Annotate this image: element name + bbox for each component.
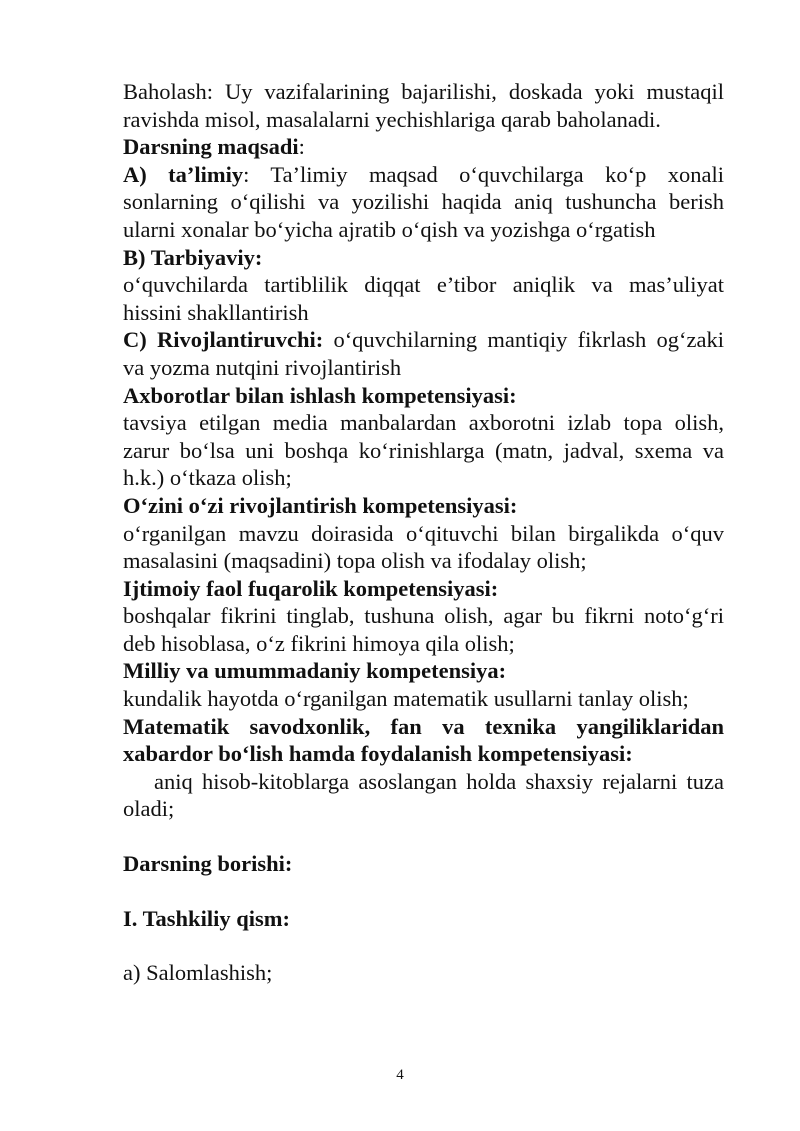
maqsad-colon: : — [298, 134, 305, 160]
rivojlantiruvchi-paragraph — [123, 326, 724, 381]
document-body — [123, 78, 724, 987]
borishi-heading: Darsning borishi: — [123, 851, 293, 877]
tashkiliy-heading: I. Tashkiliy qism: — [123, 905, 290, 931]
maqsad-heading: Darsning maqsadi — [123, 134, 299, 160]
ozini-text: o‘rganilgan mavzu doirasida o‘qituvchi bilan birgalikda o‘quv masalasini (maqsadini) topa olish va ifodalay olish; — [123, 520, 724, 574]
baholash-paragraph: Baholash: Uy vazifalarining bajarilishi, doskada yoki mustaqil ravishda misol, masalalarni yechishlariga qarab baholanadi. — [123, 79, 724, 132]
maqsad-heading-line — [123, 133, 724, 161]
rivojlantiruvchi-text: o‘quvchilarning mantiqiy fikrlash og‘zaki va yozma nutqini rivojlantirish — [123, 327, 724, 380]
axborot-text: tavsiya etilgan media manbalardan axborotni izlab topa olish, zarur bo‘lsa uni boshqa ko‘rinishlarga (matn, jadval, sxema va h.k.) o‘tkaza olish; — [123, 410, 724, 491]
axborot-heading: Axborotlar bilan ishlash kompetensiyasi: — [123, 382, 517, 408]
salomlashish-item: a) Salomlashish; — [123, 960, 273, 986]
milliy-heading: Milliy va umummadaniy kompetensiya: — [123, 658, 507, 684]
ijtimoiy-heading: Ijtimoiy faol fuqarolik kompetensiyasi: — [123, 575, 499, 601]
ozini-heading: O‘zini o‘zi rivojlantirish kompetensiyasi: — [123, 492, 518, 518]
ijtimoiy-text: boshqalar fikrini tinglab, tushuna olish, agar bu fikrni noto‘g‘ri deb hisoblasa, o‘z fikrini himoya qila olish; — [123, 603, 724, 656]
matematik-text: aniq hisob-kitoblarga asoslangan holda shaxsiy rejalarni tuza oladi; — [123, 768, 724, 822]
tarbiyaviy-text: o‘quvchilarda tartiblilik diqqat e’tibor aniqlik va mas’uliyat hissini shakllantirish — [123, 272, 724, 325]
talimiy-label: A) ta’limiy — [123, 161, 244, 187]
page-number: 4 — [396, 1067, 404, 1083]
talimiy-text: : Ta’limiy maqsad o‘quvchilarga ko‘p xonali sonlarning o‘qilishi va yozilishi haqida aniq tushuncha berish ularni xonalar bo‘yicha ajratib o‘qish va yozishga o‘rgatish — [123, 161, 724, 242]
matematik-heading: Matematik savodxonlik, fan va texnika yangiliklaridan xabardor bo‘lish hamda foydalanish kompetensiyasi: — [123, 713, 724, 767]
talimiy-paragraph — [123, 161, 724, 244]
tarbiyaviy-heading: B) Tarbiyaviy: — [123, 244, 263, 270]
rivojlantiruvchi-label: C) Rivojlantiruvchi: — [123, 327, 324, 353]
milliy-text: kundalik hayotda o‘rganilgan matematik usullarni tanlay olish; — [123, 686, 689, 712]
